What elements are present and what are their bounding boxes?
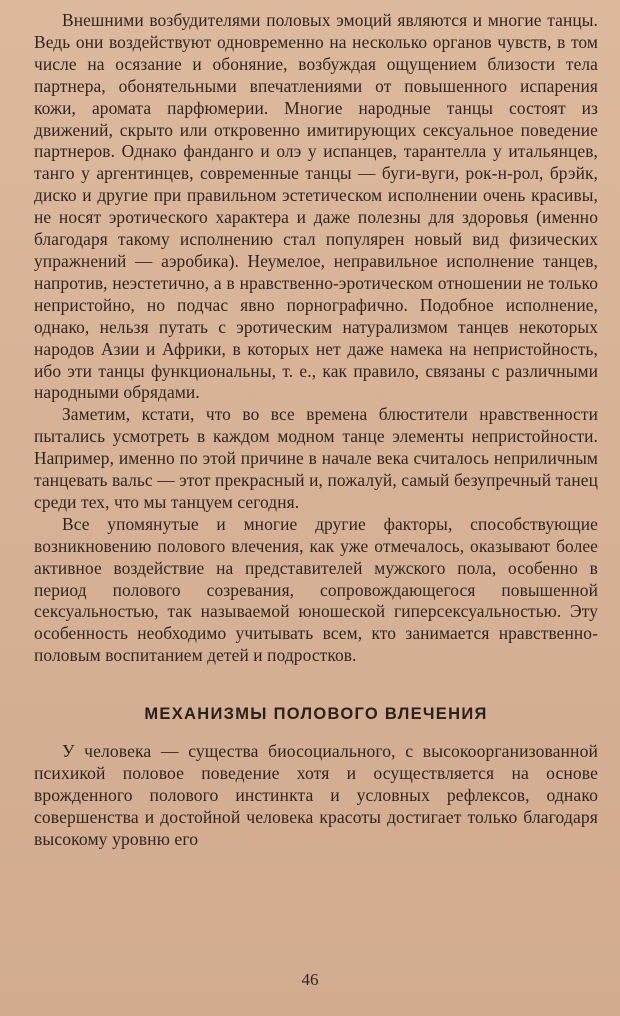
paragraph-dances: Внешними возбудителями половых эмоций являются и многие танцы. Ведь они воздействуют одновременно на несколько органов чувств, в том числе на осязание и обоняние, возбуждая ощущением близости тела партнера, обонятельными впечатлениями от повышенного испарения кожи, аромата парфюмерии. Многие народные танцы состоят из движений, скрыто или откровенно имитирующих сексуальное поведение партнеров. Однако фанданго и олэ у испанцев, тарантелла у итальянцев, танго у аргентинцев, современные танцы — буги-вуги, рок-н-рол, брэйк, диско и другие при правильном эстетическом исполнении очень красивы, не носят эротического характера и даже полезны для здоровья (именно благодаря такому исполнению стал популярен новый вид физических упражнений — аэробика). Неумелое, неправильное исполнение танцев, напротив, неэстетично, а в нравственно-эротическом отношении не только непристойно, но подчас явно порнографично. Подобное исполнение, однако, нельзя путать с эротическим натурализмом танцев некоторых народов Азии и Африки, в которых нет даже намека на непристойность, ибо эти танцы функциональны, т. е., как правило, связаны с различными народными обрядами. [34, 10, 598, 403]
section-text [34, 740, 598, 850]
page-number: 46 [301, 970, 319, 989]
main-text [34, 10, 598, 667]
paragraph-section-intro: У человека — существа биосоциального, с высокоорганизованной психикой половое поведение хотя и осуществляется на основе врожденного полового инстинкта и условных рефлексов, однако совершенства и достойной человека красоты достигает только благодаря высокому уровню его [34, 741, 598, 850]
paragraph-factors: Все упомянутые и многие другие факторы, способствующие возникновению полового влечения, как уже отмечалось, оказывают более активное воздействие на представителей мужского пола, особенно в период полового созревания, сопровождающегося повышенной сексуальностью, так называемой юношеской гиперсексуальностью. Эту особенность необходимо учитывать всем, кто занимается нравственно-половым воспитанием детей и подростков. [34, 513, 598, 666]
paragraph-moral-guardians: Заметим, кстати, что во все времена блюстители нравственности пытались усмотреть в каждом модном танце элементы непристойности. Например, именно по этой причине в начале века считалось неприличным танцевать вальс — этот прекрасный и, пожалуй, самый безупречный танец среди тех, что мы танцуем сегодня. [34, 404, 598, 512]
section-heading: МЕХАНИЗМЫ ПОЛОВОГО ВЛЕЧЕНИЯ [144, 705, 488, 724]
